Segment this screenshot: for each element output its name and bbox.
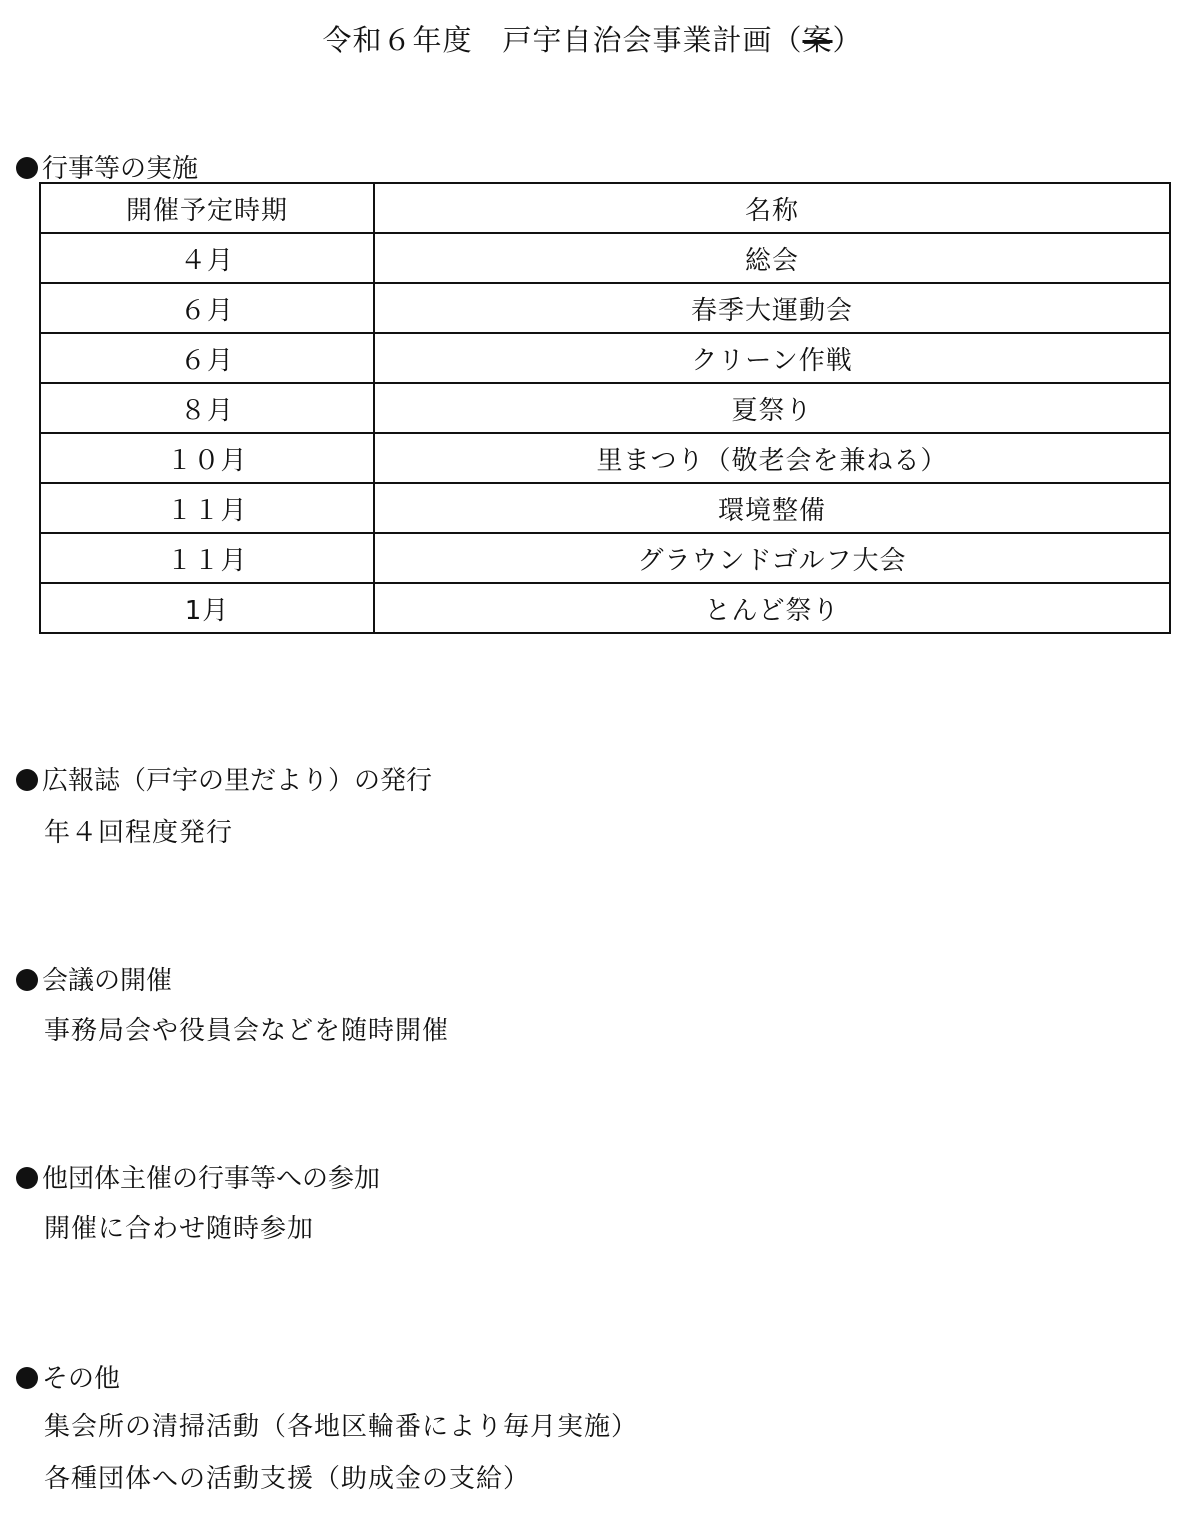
title-struck-text: 案 <box>802 23 833 57</box>
section-heading-participation <box>16 1158 380 1195</box>
table-cell-name: 環境整備 <box>374 483 1170 533</box>
section-heading-meetings-label: 会議の開催 <box>42 966 173 996</box>
table-cell-name: 春季大運動会 <box>374 283 1170 333</box>
table-cell-name: 夏祭り <box>374 383 1170 433</box>
table-row <box>40 283 1170 333</box>
table-header-row <box>40 183 1170 233</box>
section-text-participation: 開催に合わせ随時参加 <box>44 1214 315 1244</box>
bullet-icon <box>16 1367 38 1389</box>
title-close-text: ） <box>832 23 863 57</box>
section-heading-newsletter-label: 広報誌（戸宇の里だより）の発行 <box>42 766 433 796</box>
section-heading-other-label: その他 <box>42 1364 121 1394</box>
events-table <box>39 182 1171 634</box>
title-text: 令和６年度 戸宇自治会事業計画（ <box>322 23 803 57</box>
table-cell-period: ４月 <box>40 233 374 283</box>
table-cell-name: クリーン作戦 <box>374 333 1170 383</box>
table-cell-period: ６月 <box>40 333 374 383</box>
bullet-icon <box>16 1167 38 1189</box>
table-cell-period: ８月 <box>40 383 374 433</box>
section-heading-other <box>16 1358 120 1395</box>
section-text-meetings: 事務局会や役員会などを随時開催 <box>44 1016 450 1046</box>
section-heading-events <box>16 148 198 185</box>
table-cell-name: グラウンドゴルフ大会 <box>374 533 1170 583</box>
table-cell-period: １０月 <box>40 433 374 483</box>
section-heading-newsletter <box>16 760 432 797</box>
section-text-newsletter: 年４回程度発行 <box>44 818 234 848</box>
section-heading-events-label: 行事等の実施 <box>42 154 199 184</box>
column-header-name: 名称 <box>374 183 1170 233</box>
table-cell-name: とんど祭り <box>374 583 1170 633</box>
section-heading-meetings <box>16 960 172 997</box>
table-row <box>40 383 1170 433</box>
table-row <box>40 583 1170 633</box>
table-row <box>40 483 1170 533</box>
bullet-icon <box>16 969 38 991</box>
table-row <box>40 533 1170 583</box>
table-cell-period: ６月 <box>40 283 374 333</box>
column-header-period: 開催予定時期 <box>40 183 374 233</box>
document-title <box>0 18 1185 59</box>
table-cell-period: １１月 <box>40 483 374 533</box>
bullet-icon <box>16 769 38 791</box>
table-cell-period: １１月 <box>40 533 374 583</box>
table-row <box>40 233 1170 283</box>
section-heading-participation-label: 他団体主催の行事等への参加 <box>42 1164 381 1194</box>
section-text-other-2: 各種団体への活動支援（助成金の支給） <box>44 1464 531 1494</box>
table-cell-name: 里まつり（敬老会を兼ねる） <box>374 433 1170 483</box>
table-row <box>40 333 1170 383</box>
table-cell-name: 総会 <box>374 233 1170 283</box>
table-cell-period: 1月 <box>40 583 374 633</box>
bullet-icon <box>16 157 38 179</box>
section-text-other-1: 集会所の清掃活動（各地区輪番により毎月実施） <box>44 1412 639 1442</box>
table-row <box>40 433 1170 483</box>
